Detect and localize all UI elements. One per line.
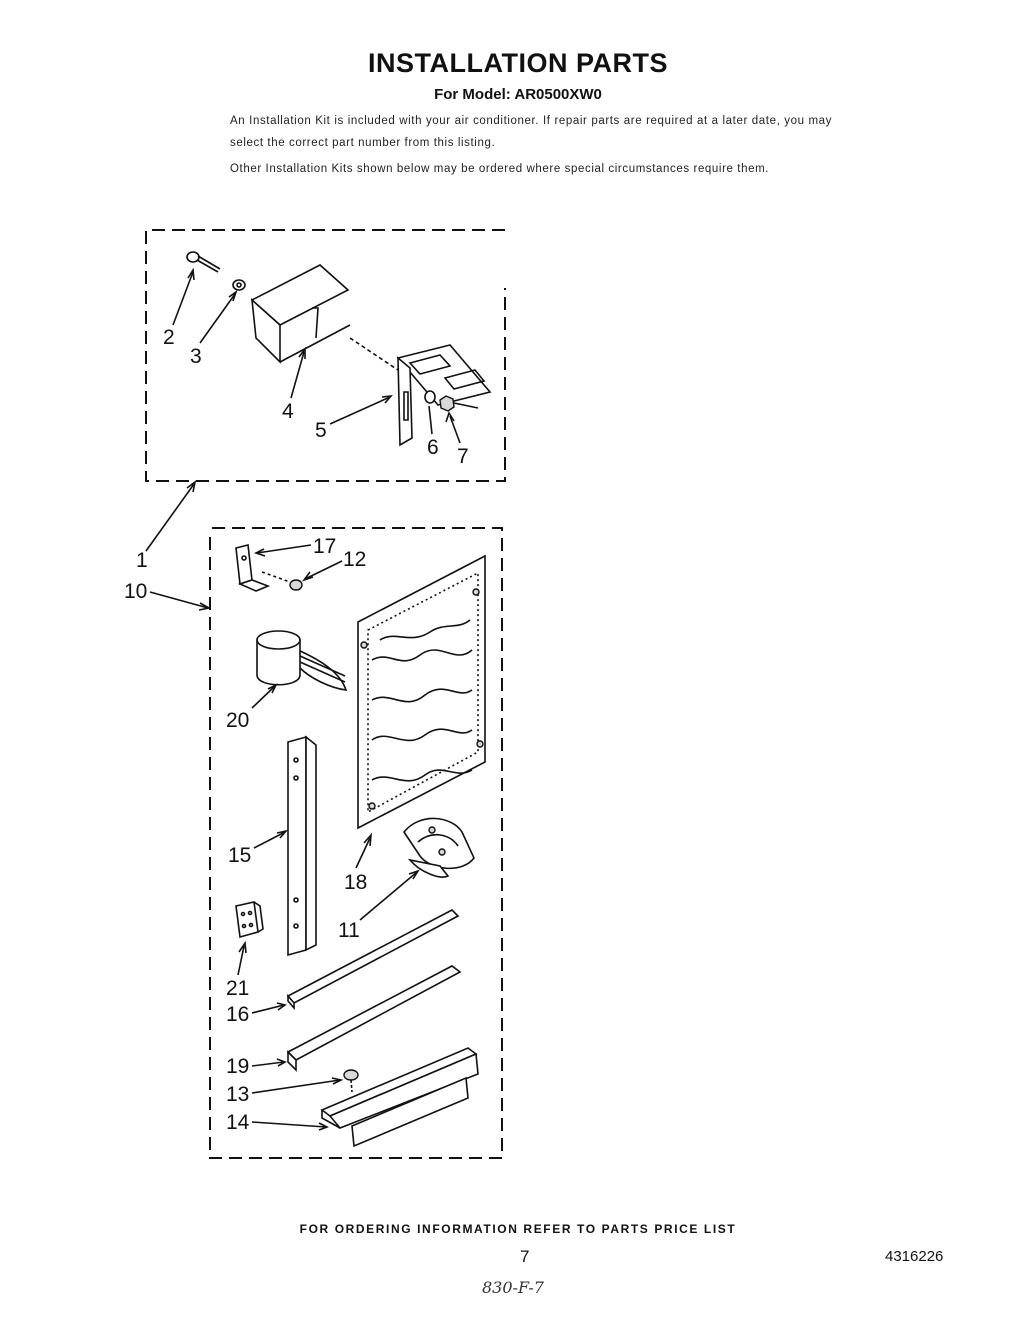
callout-20 xyxy=(226,685,276,732)
part-5-window-bracket xyxy=(350,338,490,445)
callout-3-number: 3 xyxy=(190,345,202,368)
callout-20-number: 20 xyxy=(226,709,250,732)
callout-1-number: 1 xyxy=(136,549,148,572)
callout-4-number: 4 xyxy=(282,400,294,423)
page-number: 7 xyxy=(520,1247,530,1266)
callout-21-number: 21 xyxy=(226,977,250,1000)
callout-12-number: 12 xyxy=(343,548,367,571)
handwritten-note: 830-F-7 xyxy=(482,1278,544,1297)
callout-19-number: 19 xyxy=(226,1055,250,1078)
model-line: For Model: AR0500XW0 xyxy=(434,86,602,103)
document-number: 4316226 xyxy=(885,1248,944,1265)
callout-13-number: 13 xyxy=(226,1083,250,1106)
callout-10-number: 10 xyxy=(124,580,148,603)
callout-16 xyxy=(226,1003,285,1026)
callout-13 xyxy=(226,1078,341,1106)
intro-paragraph-1: An Installation Kit is included with your air conditioner. If repair parts are required at a later date, you may select the correct part number from this listing. xyxy=(230,115,832,149)
callout-3 xyxy=(190,292,236,368)
callout-16-number: 16 xyxy=(226,1003,250,1026)
callout-15-number: 15 xyxy=(228,844,252,867)
part-20-tape-roll xyxy=(257,631,346,690)
callout-15 xyxy=(228,831,286,867)
callout-6-number: 6 xyxy=(427,436,439,459)
callout-2 xyxy=(163,270,194,349)
part-14-sill-rail xyxy=(322,1048,478,1146)
callout-2-number: 2 xyxy=(163,326,175,349)
callout-14 xyxy=(226,1111,327,1134)
callout-21 xyxy=(226,943,249,1000)
part-6-washer xyxy=(425,391,435,403)
callout-17-number: 17 xyxy=(313,535,337,558)
part-11-clip xyxy=(404,818,474,877)
callout-7 xyxy=(446,413,469,468)
page-title: INSTALLATION PARTS xyxy=(368,48,668,78)
callout-11-number: 11 xyxy=(338,919,360,942)
callout-4 xyxy=(282,349,305,423)
part-15-vertical-channel xyxy=(288,737,316,955)
callout-10 xyxy=(124,580,209,610)
callout-6 xyxy=(427,406,439,459)
part-13-screw xyxy=(344,1070,358,1092)
callout-14-number: 14 xyxy=(226,1111,250,1134)
callout-5 xyxy=(315,396,391,442)
callout-17 xyxy=(256,535,336,558)
callout-18-number: 18 xyxy=(344,871,368,894)
part-21-block xyxy=(236,902,263,937)
part-2-screw xyxy=(187,252,220,272)
part-12-screw xyxy=(262,572,302,590)
callout-19 xyxy=(226,1055,285,1078)
part-4-angle-bracket xyxy=(252,265,350,362)
part-18-foam-panel xyxy=(358,556,485,828)
callout-1 xyxy=(136,482,195,572)
callout-5-number: 5 xyxy=(315,419,327,442)
intro-paragraph-2: Other Installation Kits shown below may be ordered where special circumstances require them. xyxy=(230,163,770,175)
ordering-note: FOR ORDERING INFORMATION REFER TO PARTS PRICE LIST xyxy=(299,1222,737,1236)
callout-7-number: 7 xyxy=(457,445,469,468)
part-3-washer xyxy=(233,280,245,290)
callout-18 xyxy=(344,835,371,894)
